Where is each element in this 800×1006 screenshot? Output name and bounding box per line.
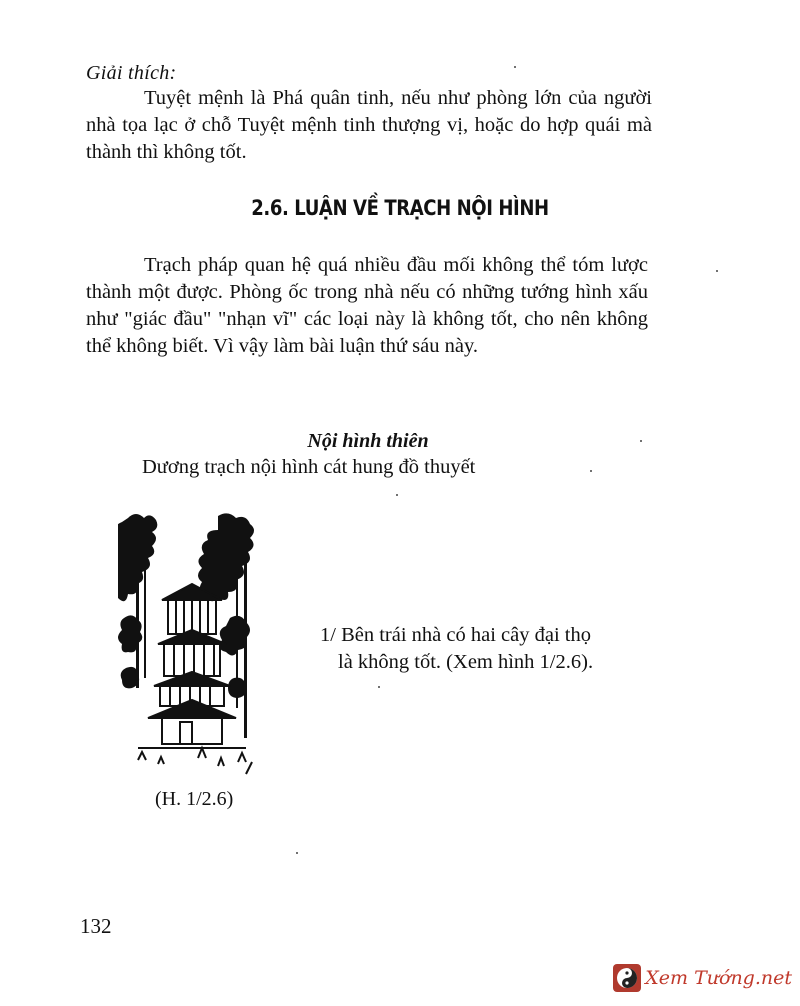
subsection-subtitle: Dương trạch nội hình cát hung đồ thuyết bbox=[142, 456, 476, 478]
right-tree bbox=[198, 513, 254, 738]
figure-description-line-1: 1/ Bên trái nhà có hai cây đại thọ bbox=[320, 624, 591, 646]
explanation-paragraph: Tuyệt mệnh là Phá quân tinh, nếu như phòng lớn của người nhà tọa lạc ở chỗ Tuyệt mệnh tinh thượng vị, hoặc do hợp quái mà thành thì không tốt. bbox=[86, 87, 652, 163]
watermark-text: Xem Tướng.net bbox=[645, 967, 792, 989]
subsection-title: Nội hình thiên bbox=[307, 430, 429, 452]
section-title: 2.6. LUẬN VỀ TRẠCH NỘI HÌNH bbox=[251, 196, 549, 220]
watermark bbox=[613, 964, 792, 992]
house bbox=[138, 584, 246, 748]
figure-caption: (H. 1/2.6) bbox=[155, 788, 234, 810]
figure-description bbox=[320, 622, 593, 676]
house-with-two-trees-illustration bbox=[118, 508, 266, 780]
scan-speck bbox=[296, 852, 298, 854]
scan-speck bbox=[378, 686, 380, 688]
figure-description-line-2: là không tốt. (Xem hình 1/2.6). bbox=[338, 651, 594, 673]
scan-speck bbox=[640, 440, 642, 442]
scan-speck bbox=[590, 470, 592, 472]
scan-speck bbox=[514, 66, 516, 68]
intro-paragraph: Trạch pháp quan hệ quá nhiều đầu mối không thể tóm lược thành một được. Phòng ốc trong nhà nếu có những tướng hình xấu như "giác đầu" "nhạn vĩ" các loại này là không tốt, cho nên không thể không biết. Vì vậy làm bài luận thứ sáu này. bbox=[86, 254, 648, 357]
scan-speck bbox=[396, 494, 398, 496]
left-tree bbox=[118, 514, 157, 688]
page-number: 132 bbox=[80, 914, 112, 938]
yin-yang-logo-icon bbox=[613, 964, 641, 992]
ground-grass bbox=[138, 748, 252, 774]
explanation-label: Giải thích: bbox=[86, 62, 177, 84]
scan-speck bbox=[716, 270, 718, 272]
